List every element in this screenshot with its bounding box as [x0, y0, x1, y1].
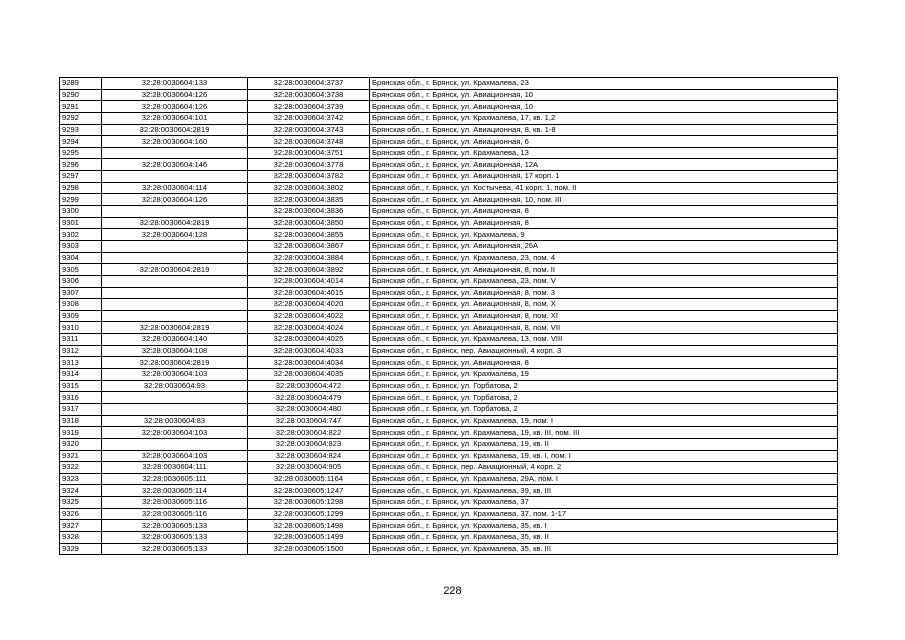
registry-table	[59, 77, 838, 555]
address-cell: Брянская обл., г. Брянск, ул. Крахмалева, 37, пом. 1-17	[370, 508, 838, 520]
table-row	[60, 171, 838, 183]
table-row	[60, 392, 838, 404]
row-number-cell: 9290	[60, 89, 102, 101]
row-number-cell: 9316	[60, 392, 102, 404]
address-cell: Брянская обл., г. Брянск, ул. Крахмалева, 19, пом. I	[370, 415, 838, 427]
object-number-cell: 32:28:0030604:3738	[248, 89, 370, 101]
object-number-cell: 32:28:0030604:3743	[248, 124, 370, 136]
address-cell: Брянская обл., г. Брянск, ул. Крахмалева, 19, кв. II	[370, 438, 838, 450]
address-cell: Брянская обл., г. Брянск, ул. Крахмалева, 35, кв. II	[370, 531, 838, 543]
parcel-number-cell	[102, 438, 248, 450]
row-number-cell: 9326	[60, 508, 102, 520]
parcel-number-cell: 32:28:0030604:126	[102, 101, 248, 113]
address-cell: Брянская обл., г. Брянск, ул. Авиационная, 8, пом. X	[370, 299, 838, 311]
table-row	[60, 380, 838, 392]
parcel-number-cell	[102, 392, 248, 404]
table-row	[60, 497, 838, 509]
object-number-cell: 32:28:0030604:4033	[248, 345, 370, 357]
address-cell: Брянская обл., г. Брянск, ул. Крахмалева, 37	[370, 497, 838, 509]
parcel-number-cell: 32:28:0030604:111	[102, 462, 248, 474]
object-number-cell: 32:28:0030604:905	[248, 462, 370, 474]
parcel-number-cell: 32:28:0030604:93	[102, 380, 248, 392]
object-number-cell: 32:28:0030604:3748	[248, 136, 370, 148]
parcel-number-cell: 32:28:0030604:146	[102, 159, 248, 171]
row-number-cell: 9289	[60, 78, 102, 90]
address-cell: Брянская обл., г. Брянск, ул. Крахмалева, 19, кв. III, пом. III	[370, 427, 838, 439]
table-row	[60, 240, 838, 252]
address-cell: Брянская обл., г. Брянск, ул. Авиационная, 6	[370, 136, 838, 148]
parcel-number-cell: 32:28:0030604:2819	[102, 357, 248, 369]
parcel-number-cell	[102, 403, 248, 415]
parcel-number-cell: 32:28:0030604:83	[102, 415, 248, 427]
object-number-cell: 32:28:0030605:1299	[248, 508, 370, 520]
table-row	[60, 252, 838, 264]
parcel-number-cell	[102, 147, 248, 159]
parcel-number-cell: 32:28:0030604:108	[102, 345, 248, 357]
row-number-cell: 9306	[60, 275, 102, 287]
row-number-cell: 9322	[60, 462, 102, 474]
parcel-number-cell: 32:28:0030604:101	[102, 112, 248, 124]
address-cell: Брянская обл., г. Брянск, ул. Авиационная, 10	[370, 101, 838, 113]
object-number-cell: 32:28:0030604:4015	[248, 287, 370, 299]
parcel-number-cell	[102, 287, 248, 299]
parcel-number-cell: 32:28:0030604:160	[102, 136, 248, 148]
table-row	[60, 182, 838, 194]
object-number-cell: 32:28:0030605:1499	[248, 531, 370, 543]
address-cell: Брянская обл., г. Брянск, ул. Крахмалева, 19, кв. I, пом. I	[370, 450, 838, 462]
object-number-cell: 32:28:0030604:824	[248, 450, 370, 462]
table-row	[60, 473, 838, 485]
row-number-cell: 9293	[60, 124, 102, 136]
object-number-cell: 32:28:0030604:3782	[248, 171, 370, 183]
object-number-cell: 32:28:0030605:1500	[248, 543, 370, 555]
object-number-cell: 32:28:0030605:1164	[248, 473, 370, 485]
parcel-number-cell: 32:28:0030605:111	[102, 473, 248, 485]
row-number-cell: 9328	[60, 531, 102, 543]
table-row	[60, 357, 838, 369]
object-number-cell: 32:28:0030604:3835	[248, 194, 370, 206]
object-number-cell: 32:28:0030604:3855	[248, 229, 370, 241]
address-cell: Брянская обл., г. Брянск, ул. Авиационная, 8, пом. 3	[370, 287, 838, 299]
address-cell: Брянская обл., г. Брянск, ул. Горбатова, 2	[370, 392, 838, 404]
row-number-cell: 9308	[60, 299, 102, 311]
table-row	[60, 438, 838, 450]
table-row	[60, 78, 838, 90]
parcel-number-cell	[102, 240, 248, 252]
object-number-cell: 32:28:0030604:4034	[248, 357, 370, 369]
table-row	[60, 427, 838, 439]
address-cell: Брянская обл., г. Брянск, ул. Крахмалева, 13, пом. VIII	[370, 334, 838, 346]
table-row	[60, 322, 838, 334]
row-number-cell: 9292	[60, 112, 102, 124]
object-number-cell: 32:28:0030604:4014	[248, 275, 370, 287]
table-row	[60, 415, 838, 427]
row-number-cell: 9309	[60, 310, 102, 322]
object-number-cell: 32:28:0030604:4022	[248, 310, 370, 322]
object-number-cell: 32:28:0030604:3884	[248, 252, 370, 264]
address-cell: Брянская обл., г. Брянск, ул. Крахмалева, 23, пом. V	[370, 275, 838, 287]
table-row	[60, 485, 838, 497]
parcel-number-cell: 32:28:0030605:133	[102, 520, 248, 532]
object-number-cell: 32:28:0030604:480	[248, 403, 370, 415]
object-number-cell: 32:28:0030604:747	[248, 415, 370, 427]
row-number-cell: 9310	[60, 322, 102, 334]
parcel-number-cell: 32:28:0030604:103	[102, 427, 248, 439]
table-row	[60, 147, 838, 159]
address-cell: Брянская обл., г. Брянск, ул. Авиационная, 10, пом. III	[370, 194, 838, 206]
address-cell: Брянская обл., г. Брянск, ул. Авиационная, 8	[370, 217, 838, 229]
table-row	[60, 345, 838, 357]
object-number-cell: 32:28:0030604:4020	[248, 299, 370, 311]
row-number-cell: 9320	[60, 438, 102, 450]
object-number-cell: 32:28:0030604:3802	[248, 182, 370, 194]
object-number-cell: 32:28:0030604:3867	[248, 240, 370, 252]
table-row	[60, 334, 838, 346]
address-cell: Брянская обл., г. Брянск, ул. Авиационная, 8, пом. VII	[370, 322, 838, 334]
address-cell: Брянская обл., г. Брянск, ул. Крахмалева, 13	[370, 147, 838, 159]
address-cell: Брянская обл., г. Брянск, ул. Авиационная, 8, пом. II	[370, 264, 838, 276]
parcel-number-cell: 32:28:0030604:133	[102, 78, 248, 90]
address-cell: Брянская обл., г. Брянск, ул. Авиационная, 12А	[370, 159, 838, 171]
row-number-cell: 9329	[60, 543, 102, 555]
object-number-cell: 32:28:0030604:3737	[248, 78, 370, 90]
row-number-cell: 9300	[60, 206, 102, 218]
row-number-cell: 9314	[60, 369, 102, 381]
object-number-cell: 32:28:0030604:823	[248, 438, 370, 450]
address-cell: Брянская обл., г. Брянск, ул. Авиационная, 8, пом. XI	[370, 310, 838, 322]
parcel-number-cell: 32:28:0030604:140	[102, 334, 248, 346]
parcel-number-cell: 32:28:0030605:133	[102, 531, 248, 543]
row-number-cell: 9323	[60, 473, 102, 485]
address-cell: Брянская обл., г. Брянск, ул. Крахмалева, 23	[370, 78, 838, 90]
table-row	[60, 287, 838, 299]
table-row	[60, 520, 838, 532]
object-number-cell: 32:28:0030604:472	[248, 380, 370, 392]
parcel-number-cell: 32:28:0030604:2819	[102, 124, 248, 136]
row-number-cell: 9302	[60, 229, 102, 241]
table-row	[60, 508, 838, 520]
object-number-cell: 32:28:0030604:4035	[248, 369, 370, 381]
object-number-cell: 32:28:0030604:3892	[248, 264, 370, 276]
address-cell: Брянская обл., г. Брянск, ул. Крахмалева, 19	[370, 369, 838, 381]
parcel-number-cell: 32:28:0030605:114	[102, 485, 248, 497]
parcel-number-cell: 32:28:0030605:116	[102, 508, 248, 520]
table-row	[60, 450, 838, 462]
parcel-number-cell: 32:28:0030604:2819	[102, 217, 248, 229]
parcel-number-cell	[102, 206, 248, 218]
row-number-cell: 9299	[60, 194, 102, 206]
address-cell: Брянская обл., г. Брянск, ул. Крахмалева, 9	[370, 229, 838, 241]
table-row	[60, 462, 838, 474]
parcel-number-cell: 32:28:0030605:133	[102, 543, 248, 555]
row-number-cell: 9324	[60, 485, 102, 497]
table-row	[60, 112, 838, 124]
row-number-cell: 9304	[60, 252, 102, 264]
row-number-cell: 9297	[60, 171, 102, 183]
parcel-number-cell	[102, 171, 248, 183]
row-number-cell: 9298	[60, 182, 102, 194]
object-number-cell: 32:28:0030604:3739	[248, 101, 370, 113]
table-row	[60, 531, 838, 543]
row-number-cell: 9317	[60, 403, 102, 415]
parcel-number-cell	[102, 310, 248, 322]
object-number-cell: 32:28:0030604:479	[248, 392, 370, 404]
row-number-cell: 9318	[60, 415, 102, 427]
address-cell: Брянская обл., г. Брянск, ул. Авиационная, 10	[370, 89, 838, 101]
table-row	[60, 89, 838, 101]
row-number-cell: 9291	[60, 101, 102, 113]
address-cell: Брянская обл., г. Брянск, ул. Крахмалева, 23, пом. 4	[370, 252, 838, 264]
address-cell: Брянская обл., г. Брянск, ул. Крахмалева, 17, кв. 1,2	[370, 112, 838, 124]
row-number-cell: 9296	[60, 159, 102, 171]
table-row	[60, 403, 838, 415]
parcel-number-cell: 32:28:0030604:2819	[102, 322, 248, 334]
address-cell: Брянская обл., г. Брянск, ул. Крахмалева, 35, кв. III	[370, 543, 838, 555]
row-number-cell: 9294	[60, 136, 102, 148]
table-row	[60, 543, 838, 555]
object-number-cell: 32:28:0030604:822	[248, 427, 370, 439]
table-row	[60, 369, 838, 381]
table-row	[60, 229, 838, 241]
address-cell: Брянская обл., г. Брянск, ул. Авиационная, 17 корп. 1	[370, 171, 838, 183]
page-number: 228	[443, 585, 462, 597]
row-number-cell: 9313	[60, 357, 102, 369]
object-number-cell: 32:28:0030604:4025	[248, 334, 370, 346]
row-number-cell: 9307	[60, 287, 102, 299]
table-row	[60, 194, 838, 206]
table-row	[60, 275, 838, 287]
address-cell: Брянская обл., г. Брянск, ул. Крахмалева, 35, кв. I	[370, 520, 838, 532]
object-number-cell: 32:28:0030604:3742	[248, 112, 370, 124]
address-cell: Брянская обл., г. Брянск, ул. Крахмалева, 29А, пом. I	[370, 473, 838, 485]
table-row	[60, 101, 838, 113]
parcel-number-cell: 32:28:0030605:116	[102, 497, 248, 509]
address-cell: Брянская обл., г. Брянск, ул. Горбатова, 2	[370, 403, 838, 415]
object-number-cell: 32:28:0030605:1298	[248, 497, 370, 509]
row-number-cell: 9327	[60, 520, 102, 532]
address-cell: Брянская обл., г. Брянск, пер. Авиационный, 4 корп. 2	[370, 462, 838, 474]
parcel-number-cell	[102, 252, 248, 264]
row-number-cell: 9303	[60, 240, 102, 252]
table-row	[60, 136, 838, 148]
object-number-cell: 32:28:0030604:3751	[248, 147, 370, 159]
parcel-number-cell: 32:28:0030604:103	[102, 369, 248, 381]
table-row	[60, 310, 838, 322]
address-cell: Брянская обл., г. Брянск, ул. Авиационная, 8	[370, 357, 838, 369]
table-row	[60, 159, 838, 171]
table-row	[60, 217, 838, 229]
object-number-cell: 32:28:0030604:3778	[248, 159, 370, 171]
row-number-cell: 9301	[60, 217, 102, 229]
object-number-cell: 32:28:0030604:4024	[248, 322, 370, 334]
parcel-number-cell: 32:28:0030604:126	[102, 194, 248, 206]
row-number-cell: 9312	[60, 345, 102, 357]
row-number-cell: 9319	[60, 427, 102, 439]
row-number-cell: 9315	[60, 380, 102, 392]
table-row	[60, 124, 838, 136]
address-cell: Брянская обл., г. Брянск, ул. Крахмалева, 39, кв. III	[370, 485, 838, 497]
address-cell: Брянская обл., г. Брянск, пер. Авиационный, 4 корп. 3	[370, 345, 838, 357]
parcel-number-cell: 32:28:0030604:2819	[102, 264, 248, 276]
address-cell: Брянская обл., г. Брянск, ул. Авиационная, 26А	[370, 240, 838, 252]
row-number-cell: 9305	[60, 264, 102, 276]
object-number-cell: 32:28:0030604:3836	[248, 206, 370, 218]
parcel-number-cell: 32:28:0030604:114	[102, 182, 248, 194]
table-row	[60, 206, 838, 218]
address-cell: Брянская обл., г. Брянск, ул. Авиационная, 8, кв. 1-8	[370, 124, 838, 136]
object-number-cell: 32:28:0030604:3850	[248, 217, 370, 229]
row-number-cell: 9325	[60, 497, 102, 509]
row-number-cell: 9311	[60, 334, 102, 346]
parcel-number-cell: 32:28:0030604:103	[102, 450, 248, 462]
row-number-cell: 9295	[60, 147, 102, 159]
object-number-cell: 32:28:0030605:1498	[248, 520, 370, 532]
registry-table-body	[60, 78, 838, 555]
address-cell: Брянская обл., г. Брянск, ул. Костычева, 41 корп. 1, пом. II	[370, 182, 838, 194]
table-row	[60, 299, 838, 311]
object-number-cell: 32:28:0030605:1247	[248, 485, 370, 497]
parcel-number-cell: 32:28:0030604:128	[102, 229, 248, 241]
row-number-cell: 9321	[60, 450, 102, 462]
parcel-number-cell	[102, 299, 248, 311]
address-cell: Брянская обл., г. Брянск, ул. Авиационная, 8	[370, 206, 838, 218]
parcel-number-cell: 32:28:0030604:126	[102, 89, 248, 101]
address-cell: Брянская обл., г. Брянск, ул. Горбатова, 2	[370, 380, 838, 392]
parcel-number-cell	[102, 275, 248, 287]
table-row	[60, 264, 838, 276]
